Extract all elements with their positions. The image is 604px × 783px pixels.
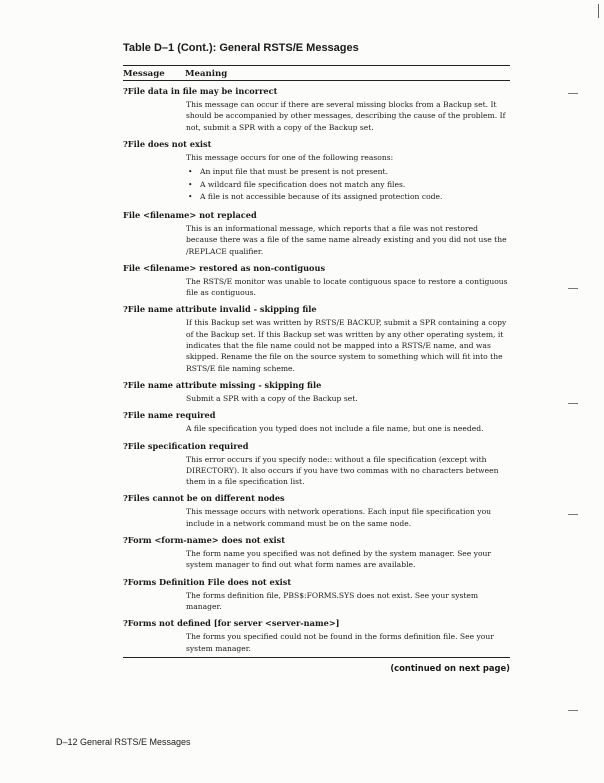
message-title: ?File does not exist bbox=[123, 138, 212, 149]
page-footer: D–12 General RSTS/E Messages bbox=[56, 737, 191, 747]
reason-list bbox=[186, 166, 513, 204]
message-entry bbox=[123, 210, 513, 257]
message-meaning: A file specification you typed does not include a file name, but one is needed. bbox=[186, 424, 484, 434]
header-bottom-rule bbox=[123, 80, 510, 81]
message-title: ?Form <form-name> does not exist bbox=[123, 535, 286, 546]
message-title: ?File name attribute invalid - skipping file bbox=[123, 304, 317, 315]
message-entry bbox=[123, 577, 513, 613]
message-title: File <filename> restored as non-contiguous bbox=[123, 262, 326, 273]
message-entry bbox=[123, 86, 513, 133]
margin-mark bbox=[568, 710, 578, 711]
edge-mark bbox=[598, 4, 599, 18]
message-entry bbox=[123, 618, 513, 654]
column-header-meaning: Meaning bbox=[185, 69, 228, 79]
message-meaning: This is an informational message, which reports that a file was not restored because there was a file of the same name already existing and you did not use the /REPLACE qualifier. bbox=[186, 223, 507, 256]
margin-mark bbox=[568, 403, 578, 404]
bullet-icon: • bbox=[188, 179, 193, 189]
message-list bbox=[123, 86, 513, 660]
table-title: Table D–1 (Cont.): General RSTS/E Messages bbox=[123, 42, 359, 54]
message-entry bbox=[123, 263, 513, 299]
message-entry bbox=[123, 410, 513, 434]
continued-note: (continued on next page) bbox=[390, 663, 510, 673]
header-top-rule bbox=[123, 65, 510, 66]
message-entry bbox=[123, 139, 513, 204]
message-meaning: This message occurs for one of the following reasons: bbox=[186, 152, 394, 162]
table-bottom-rule bbox=[123, 657, 510, 658]
message-title: ?File name attribute missing - skipping file bbox=[123, 379, 322, 390]
message-meaning: This message can occur if there are several missing blocks from a Backup set. It should be accompanied by other messages, describing the cause of the problem. If not, submit a SPR with a copy of the Backup set. bbox=[186, 100, 506, 132]
message-entry bbox=[123, 441, 513, 488]
message-entry bbox=[123, 380, 513, 404]
margin-mark bbox=[568, 93, 578, 94]
message-entry bbox=[123, 535, 513, 571]
message-meaning: The forms you specified could not be found in the forms definition file. See your system manager. bbox=[186, 632, 494, 653]
message-title: ?Forms Definition File does not exist bbox=[123, 576, 292, 587]
message-meaning: If this Backup set was written by RSTS/E BACKUP, submit a SPR containing a copy of the Backup set. If this Backup set was written by any other operating system, it indicates that the file name could not be mapped into a RSTS/E name, and was skipped. Rename the file on the source system to something which will fit into the RSTS/E file naming scheme. bbox=[186, 318, 507, 373]
message-title: File <filename> not replaced bbox=[123, 209, 257, 220]
message-entry bbox=[123, 493, 513, 529]
message-entry bbox=[123, 304, 513, 373]
bullet-icon: • bbox=[188, 167, 193, 177]
message-title: ?Forms not defined [for server <server-name>] bbox=[123, 618, 340, 629]
message-title: ?File specification required bbox=[123, 440, 249, 451]
message-meaning: The forms definition file, PBS$:FORMS.SYS does not exist. See your system manager. bbox=[186, 590, 479, 611]
margin-mark bbox=[568, 288, 578, 289]
reason-item: • A file is not accessible because of its assigned protection code. bbox=[186, 191, 513, 204]
column-header-message: Message bbox=[123, 69, 165, 79]
message-meaning: This message occurs with network operations. Each input file specification you include in a network command must be on the same node. bbox=[186, 507, 492, 528]
bullet-icon: • bbox=[188, 192, 193, 202]
margin-mark bbox=[568, 514, 578, 515]
reason-item: • A wildcard file specification does not match any files. bbox=[186, 179, 513, 192]
reason-item: • An input file that must be present is not present. bbox=[186, 166, 513, 179]
message-meaning: The RSTS/E monitor was unable to locate contiguous space to restore a contiguous file as contiguous. bbox=[186, 276, 508, 298]
message-title: ?File name required bbox=[123, 410, 216, 421]
message-title: ?Files cannot be on different nodes bbox=[123, 493, 285, 504]
message-meaning: The form name you specified was not defined by the system manager. See your system manager to find out what form names are available. bbox=[186, 549, 492, 570]
message-meaning: This error occurs if you specify node:: without a file specification (except with DIRECTORY). It also occurs if you have two commas with no characters between them in a file specification list. bbox=[186, 454, 499, 487]
message-meaning: Submit a SPR with a copy of the Backup set. bbox=[186, 393, 358, 403]
message-title: ?File data in file may be incorrect bbox=[123, 86, 278, 96]
